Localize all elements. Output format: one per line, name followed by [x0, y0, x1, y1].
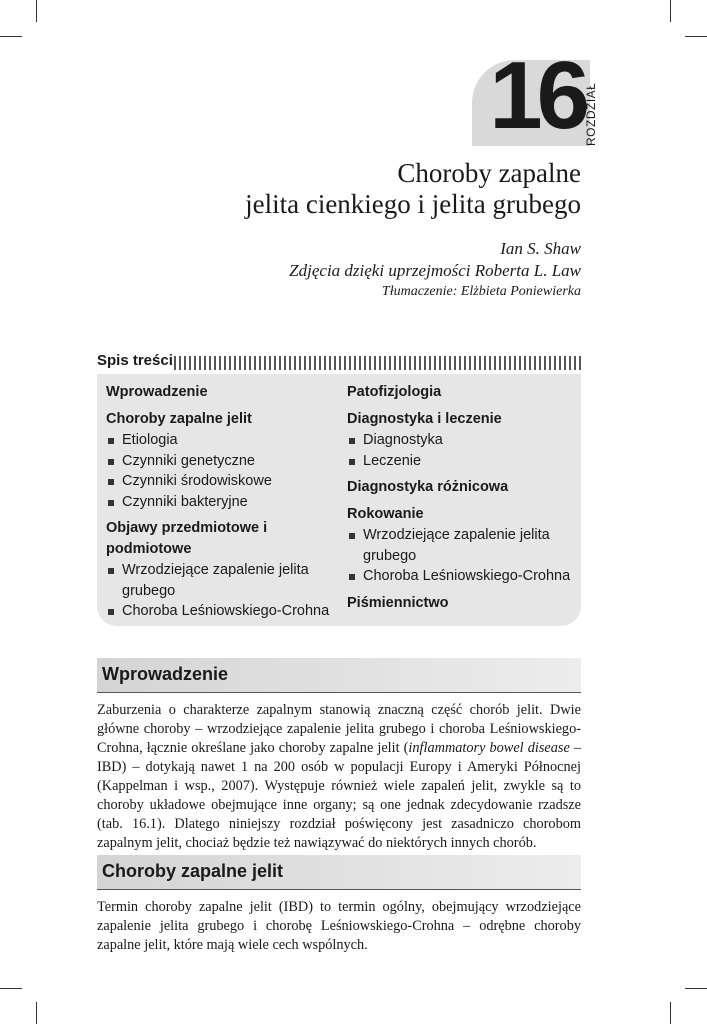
toc-left-column — [106, 382, 336, 622]
chapter-label: ROZDZIAŁ — [584, 82, 598, 146]
toc-section: Diagnostyka różnicowa — [347, 479, 509, 495]
crop-mark — [685, 988, 707, 989]
toc-item: Czynniki środowiskowe — [106, 471, 336, 492]
paragraph-text: – IBD) – dotykają nawet 1 na 200 osób w populacji Europy i Ameryki Północnej (Kappelman i wsp., 2007). Występuje również wiele zapaleń jelit, zwykle są to choroby układowe obejmujące inne organy; są one jednak zdecydowanie rzadsze (tab. 16.1). Dlatego niniejszy rozdział poświęcony jest zasadniczo chorobom zapalnym jelit, chociaż będzie też nawiązywać do niektórych innych chorób. — [97, 740, 581, 851]
photo-credit: Zdjęcia dzięki uprzejmości Roberta L. Law — [289, 261, 581, 280]
toc-section: Patofizjologia — [347, 384, 442, 400]
section-heading: Choroby zapalne jelit — [102, 861, 284, 881]
toc-item: Wrzodziejące zapalenie jelita grubego — [347, 525, 577, 566]
toc-item: Choroba Leśniowskiego-Crohna — [347, 566, 577, 587]
section-heading: Wprowadzenie — [102, 664, 229, 684]
toc-item: Etiologia — [106, 430, 336, 451]
crop-mark — [0, 988, 22, 989]
paragraph-ibd: Termin choroby zapalne jelit (IBD) to termin ogólny, obejmujący wrzodziejące zapalenie jelita grubego i chorobę Leśniowskiego-Crohna – odrębne choroby zapalne jelit, które mają wiele cech wspólnych. — [97, 899, 581, 953]
toc-section: Piśmiennictwo — [347, 594, 449, 611]
toc-right-column — [347, 382, 577, 614]
toc-section: Objawy przedmiotowe i podmiotowe — [106, 520, 268, 557]
toc-item: Czynniki bakteryjne — [106, 492, 336, 513]
section-heading-bar — [97, 658, 581, 693]
table-of-contents — [97, 374, 581, 626]
toc-item: Leczenie — [347, 451, 577, 472]
chapter-title-line-2: jelita cienkiego i jelita grubego — [245, 189, 581, 219]
chapter-number: 16 — [489, 42, 584, 149]
chapter-title-line-1: Choroby zapalne — [397, 158, 581, 188]
authors-block — [289, 238, 581, 302]
crop-mark — [670, 0, 671, 22]
translator-credit: Tłumaczenie: Elżbieta Poniewierka — [381, 284, 581, 299]
crop-mark — [670, 1002, 671, 1024]
author-name: Ian S. Shaw — [500, 239, 581, 258]
toc-item: Wrzodziejące zapalenie jelita grubego — [106, 560, 336, 601]
toc-section: Wprowadzenie — [106, 384, 208, 400]
toc-item: Choroba Leśniowskiego-Crohna — [106, 601, 336, 622]
toc-section: Rokowanie — [347, 506, 424, 522]
paragraph-intro — [97, 701, 581, 853]
toc-item: Diagnostyka — [347, 430, 577, 451]
toc-tick-rule — [174, 356, 582, 370]
toc-heading: Spis treści — [97, 352, 173, 369]
crop-mark — [0, 36, 22, 37]
chapter-title — [245, 158, 581, 220]
crop-mark — [36, 1002, 37, 1024]
toc-item: Czynniki genetyczne — [106, 451, 336, 472]
crop-mark — [685, 36, 707, 37]
toc-section: Diagnostyka i leczenie — [347, 411, 502, 427]
paragraph-italic-term: inflammatory bowel disease — [408, 740, 570, 756]
toc-section: Choroby zapalne jelit — [106, 411, 252, 427]
paragraph-text: Zaburzenia o charakterze zapalnym stanowią znaczną część chorób jelit. Dwie główne choroby – wrzodziejące zapalenie jelita grubego i choroba Leśniowskiego-Crohna, łącznie określane jako choroby zapalne jelit ( — [97, 702, 581, 756]
crop-mark — [36, 0, 37, 22]
section-heading-bar — [97, 855, 581, 890]
